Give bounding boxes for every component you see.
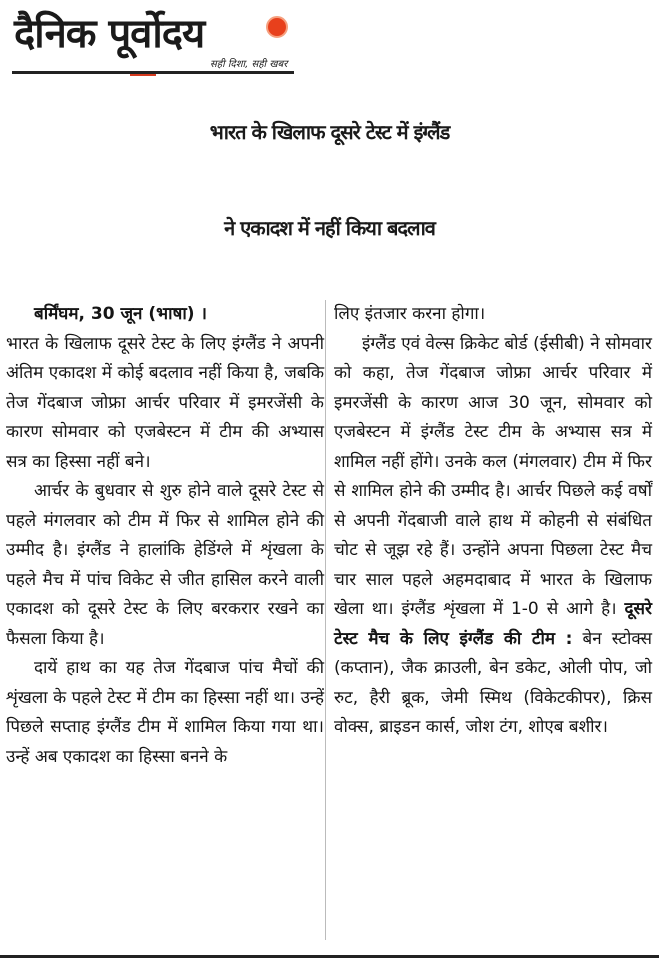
bottom-rule [0,955,659,958]
dateline-paragraph [6,300,324,330]
headline [2,84,657,276]
article-paragraph: भारत के खिलाफ दूसरे टेस्ट के लिए इंग्लैंड ने अपनी अंतिम एकादश में कोई बदलाव नहीं किया है, जबकि तेज गेंदबाज जोफ्रा आर्चर परिवार में इमरजेंसी के कारण सोमवार को एजबेस्टन में टीम की अभ्यास सत्र का हिस्सा नहीं बने। [6,333,324,472]
newspaper-logo: दैनिक पूर्वोदय [14,11,205,57]
article-paragraph-text: इंग्लैंड एवं वेल्स क्रिकेट बोर्ड (ईसीबी) ने सोमवार को कहा, तेज गेंदबाज जोफ्रा आर्चर परिवार में इमरजेंसी के कारण आज 30 जून, सोमवार को एजबेस्टन में इंग्लैंड टेस्ट टीम के अभ्यास सत्र में शामिल नहीं होंगे। उनके कल (मंगलवार) टीम में फिर से शामिल होने की उम्मीद है। आर्चर पिछले कई वर्षों से अपनी गेंदबाजी वाले हाथ में कोहनी से संबंधित चोट से जूझ रहे हैं। उन्होंने अपना पिछला टेस्ट मैच चार साल पहले अहमदाबाद में भारत के खिलाफ खेला था। इंग्लैंड शृंखला में 1-0 से आगे है। [334,333,652,619]
newspaper-tagline: सही दिशा, सही खबर [210,59,288,70]
article-paragraph: आर्चर के बुधवार से शुरु होने वाले दूसरे टेस्ट से पहले मंगलवार को टीम में फिर से शामिल होने की उम्मीद है। इंग्लैंड ने हालांकि हेडिंग्ले में शृंखला के पहले मैच में पांच विकेट से जीत हासिल करने वाली एकादश को दूसरे टेस्ट के लिए बरकरार रखने का फैसला किया है। [6,481,324,649]
article-paragraph: लिए इंतजार करना होगा। [334,304,486,324]
article-column-left [6,300,324,772]
team-list: बेन स्टोक्स (कप्तान), जैक क्राउली, बेन डकेट, ओली पोप, जो रुट, हैरी ब्रूक, जेमी स्मिथ (विकेटकीपर), क्रिस वोक्स, ब्राइडन कार्स, जोश टंग, शोएब बशीर। [334,628,652,737]
masthead-accent-rule [130,74,156,76]
column-divider [325,300,326,940]
team-heading: दूसरे टेस्ट मैच के लिए इंग्लैंड की टीम : [334,599,652,649]
article-paragraph: दायें हाथ का यह तेज गेंदबाज पांच मैचों की शृंखला के पहले टेस्ट में टीम का हिस्सा नहीं था। उन्हें पिछले सप्ताह इंग्लैंड टीम में शामिल किया गया था। उन्हें अब एकादश का हिस्सा बनने के [6,658,324,767]
dateline: बर्मिंघम, 30 जून (भाषा) । [34,304,207,324]
logo-dot-icon [266,16,288,38]
masthead [10,4,290,74]
headline-line-1: भारत के खिलाफ दूसरे टेस्ट में इंग्लैंड [209,120,450,144]
article-paragraph [334,330,652,743]
article-column-right [334,300,652,743]
headline-line-2: ने एकादश में नहीं किया बदलाव [224,216,435,240]
